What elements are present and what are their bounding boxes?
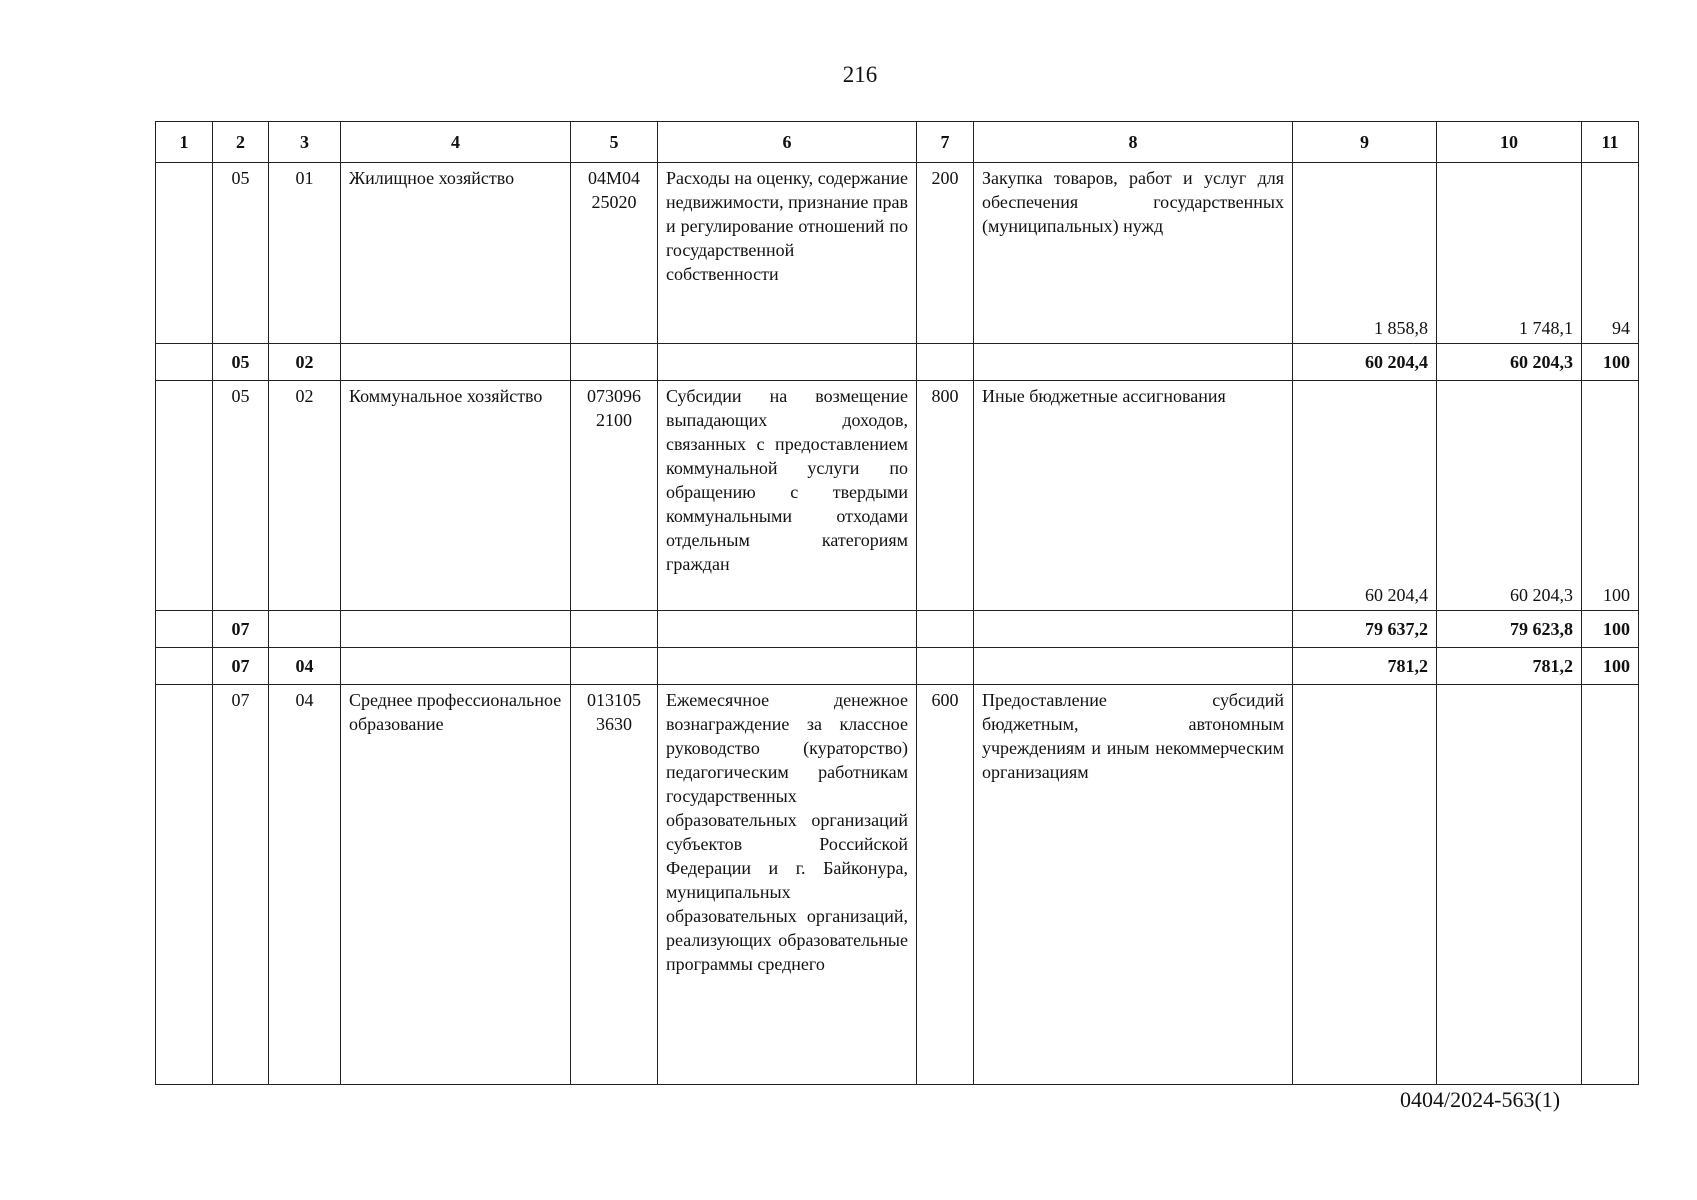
expense-type-name-cell: Закупка товаров, работ и услуг для обеспечения государственных (муниципальных) нужд <box>974 163 1293 344</box>
table-row <box>156 381 1639 611</box>
percent-cell: 94 <box>1582 163 1639 344</box>
column-header: 9 <box>1293 122 1437 163</box>
document-code: 0404/2024-563(1) <box>1400 1087 1561 1112</box>
expense-description-cell: Субсидии на возмещение выпадающих доходов, связанных с предоставлением коммунальной услуги по обращению с твердыми коммунальными отходами отдельным категориям граждан <box>658 381 917 611</box>
percent-cell: 100 <box>1582 344 1639 381</box>
expense-description-cell: Ежемесячное денежное вознаграждение за классное руководство (кураторство) педагогическим работникам государственных образовательных организаций субъектов Российской Федерации и г. Байконура, муниципальных образовательных организаций, реализующих образовательные программы среднего <box>658 685 917 1085</box>
expense-description-cell <box>658 344 917 381</box>
expense-type-code-cell: 200 <box>917 163 974 344</box>
amount-cell: 781,2 <box>1293 648 1437 685</box>
subsection-code-cell: 02 <box>269 344 341 381</box>
amount-cell: 60 204,4 <box>1293 344 1437 381</box>
expense-type-name-cell <box>974 648 1293 685</box>
column-header: 3 <box>269 122 341 163</box>
subsection-code-cell: 04 <box>269 648 341 685</box>
amount-executed-cell: 60 204,3 <box>1437 344 1582 381</box>
amount-executed-cell <box>1437 685 1582 1085</box>
page-number: 216 <box>842 62 878 87</box>
table-cell <box>156 381 213 611</box>
section-name-cell: Коммунальное хозяйство <box>341 381 571 611</box>
section-name-cell <box>341 648 571 685</box>
percent-cell: 100 <box>1582 611 1639 648</box>
column-header: 4 <box>341 122 571 163</box>
target-code-cell <box>571 611 658 648</box>
section-code-cell: 05 <box>213 163 269 344</box>
subsection-code-cell: 04 <box>269 685 341 1085</box>
table-row <box>156 611 1639 648</box>
subsection-code-cell: 02 <box>269 381 341 611</box>
expense-type-code-cell: 600 <box>917 685 974 1085</box>
column-header: 6 <box>658 122 917 163</box>
expense-type-code-cell <box>917 344 974 381</box>
amount-executed-cell: 79 623,8 <box>1437 611 1582 648</box>
column-header: 11 <box>1582 122 1639 163</box>
table-row <box>156 163 1639 344</box>
column-header: 5 <box>571 122 658 163</box>
table-cell <box>156 611 213 648</box>
percent-cell: 100 <box>1582 648 1639 685</box>
target-code-cell: 013105 3630 <box>571 685 658 1085</box>
expense-type-name-cell <box>974 344 1293 381</box>
target-code-cell: 04М04 25020 <box>571 163 658 344</box>
table-cell <box>156 685 213 1085</box>
section-code-cell: 05 <box>213 344 269 381</box>
table-header-row <box>156 122 1639 163</box>
section-name-cell <box>341 611 571 648</box>
section-code-cell: 07 <box>213 685 269 1085</box>
section-name-cell: Жилищное хозяйство <box>341 163 571 344</box>
target-code-cell <box>571 344 658 381</box>
amount-executed-cell: 60 204,3 <box>1437 381 1582 611</box>
subsection-code-cell <box>269 611 341 648</box>
expense-type-name-cell <box>974 611 1293 648</box>
table-row <box>156 648 1639 685</box>
expense-description-cell <box>658 648 917 685</box>
section-name-cell <box>341 344 571 381</box>
table-row <box>156 685 1639 1085</box>
table-cell <box>156 163 213 344</box>
section-name-cell: Среднее профессиональное образование <box>341 685 571 1085</box>
amount-cell <box>1293 685 1437 1085</box>
target-code-cell: 073096 2100 <box>571 381 658 611</box>
target-code-cell <box>571 648 658 685</box>
amount-cell: 79 637,2 <box>1293 611 1437 648</box>
amount-executed-cell: 781,2 <box>1437 648 1582 685</box>
expense-type-code-cell <box>917 611 974 648</box>
amount-cell: 1 858,8 <box>1293 163 1437 344</box>
column-header: 2 <box>213 122 269 163</box>
column-header: 7 <box>917 122 974 163</box>
section-code-cell: 07 <box>213 648 269 685</box>
table-cell <box>156 648 213 685</box>
column-header: 10 <box>1437 122 1582 163</box>
percent-cell <box>1582 685 1639 1085</box>
expense-type-name-cell: Иные бюджетные ассигнования <box>974 381 1293 611</box>
amount-executed-cell: 1 748,1 <box>1437 163 1582 344</box>
section-code-cell: 07 <box>213 611 269 648</box>
percent-cell: 100 <box>1582 381 1639 611</box>
expense-type-code-cell: 800 <box>917 381 974 611</box>
expense-description-cell: Расходы на оценку, содержание недвижимости, признание прав и регулирование отношений по государственной собственности <box>658 163 917 344</box>
expense-description-cell <box>658 611 917 648</box>
budget-table <box>155 121 1639 1085</box>
column-header: 1 <box>156 122 213 163</box>
expense-type-name-cell: Предоставление субсидий бюджетным, автономным учреждениям и иным некоммерческим организациям <box>974 685 1293 1085</box>
subsection-code-cell: 01 <box>269 163 341 344</box>
table-row <box>156 344 1639 381</box>
section-code-cell: 05 <box>213 381 269 611</box>
column-header: 8 <box>974 122 1293 163</box>
amount-cell: 60 204,4 <box>1293 381 1437 611</box>
table-cell <box>156 344 213 381</box>
expense-type-code-cell <box>917 648 974 685</box>
